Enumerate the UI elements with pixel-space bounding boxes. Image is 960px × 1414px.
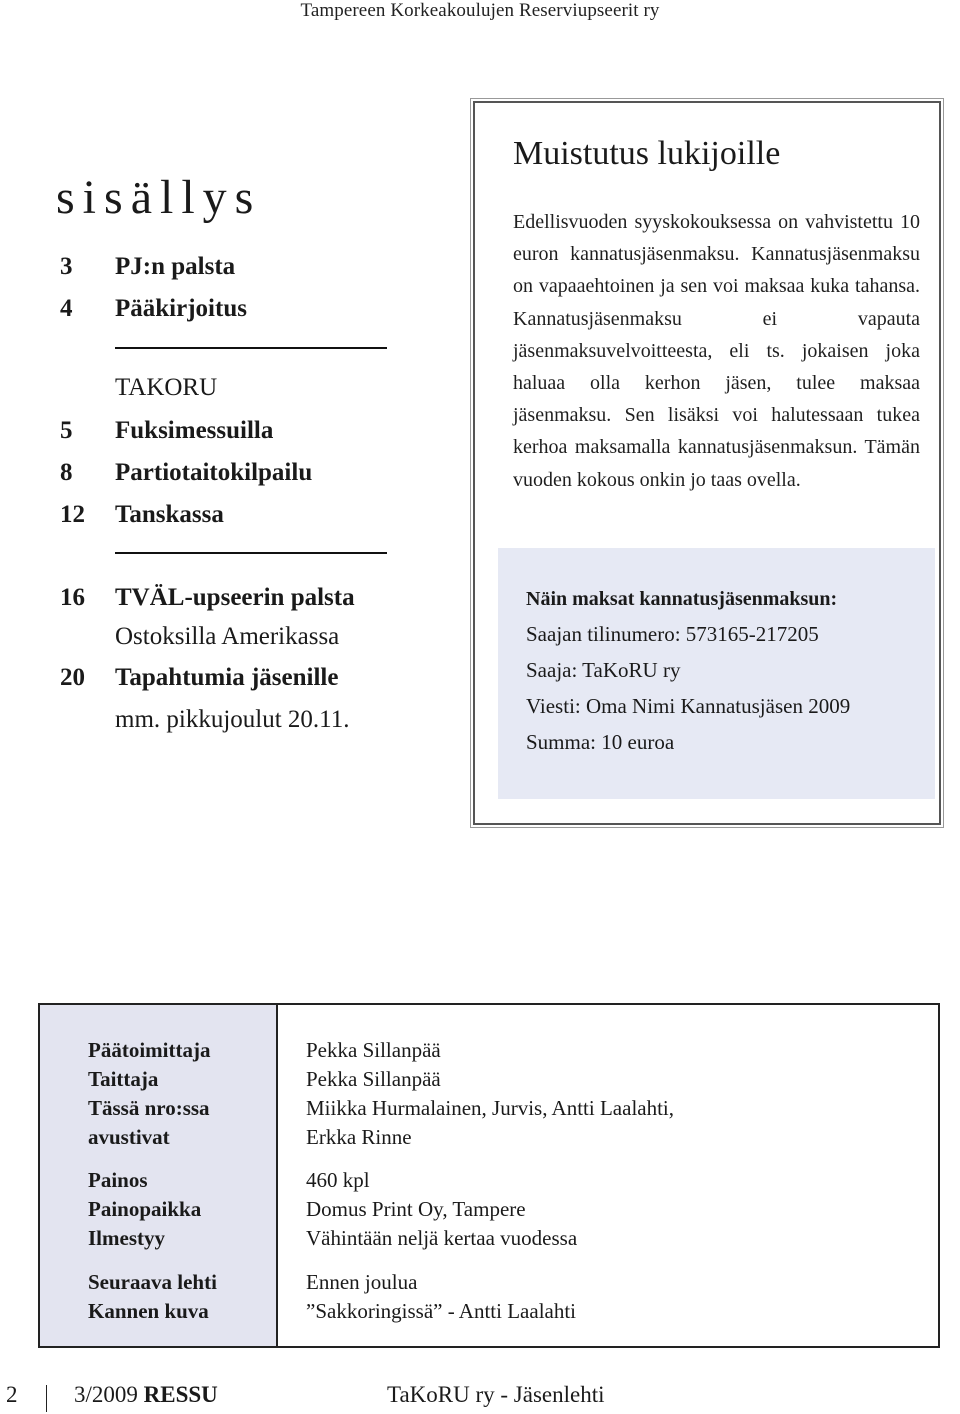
toc-page-number: 8 <box>60 459 73 486</box>
toc-entry-title: Pääkirjoitus <box>115 295 247 322</box>
toc-page-number: 12 <box>60 501 85 528</box>
credit-value: Vähintään neljä kertaa vuodessa <box>306 1226 578 1250</box>
toc-title: sisällys <box>56 171 262 224</box>
toc-section-label: TAKORU <box>115 374 218 401</box>
toc-entry-title: Fuksimessuilla <box>115 417 274 444</box>
magazine-name: RESSU <box>143 1382 218 1407</box>
issue-info <box>74 1382 218 1408</box>
toc-entry-title: TVÄL-upseerin palsta <box>115 584 355 611</box>
credit-value: Miikka Hurmalainen, Jurvis, Antti Laalahti, <box>306 1096 675 1120</box>
toc-divider <box>115 347 387 349</box>
publication-header: Tampereen Korkeakoulujen Reserviupseerit ry <box>300 0 660 21</box>
credit-label: Päätoimittaja <box>88 1038 211 1062</box>
toc-entry-title: PJ:n palsta <box>115 253 236 280</box>
credit-label: Seuraava lehti <box>88 1270 217 1294</box>
payment-message: Viesti: Oma Nimi Kannatusjäsen 2009 <box>526 694 851 718</box>
toc-entry[interactable] <box>60 583 355 613</box>
payment-heading: Näin maksat kannatusjäsenmaksun: <box>526 588 838 610</box>
credit-value: Ennen joulua <box>306 1270 418 1294</box>
payment-account-number: Saajan tilinumero: 573165-217205 <box>526 622 819 646</box>
issue-number: 3/2009 <box>74 1382 138 1407</box>
toc-entry-subtitle: mm. pikkujoulut 20.11. <box>115 706 350 733</box>
toc-page-number: 20 <box>60 664 85 691</box>
toc-entry[interactable] <box>60 294 247 324</box>
credit-label: Ilmestyy <box>88 1226 165 1250</box>
reminder-body: Edellisvuoden syyskokouksessa on vahvistettu 10 euron kannatusjäsenmaksu. Kannatusjäsenmaksu on vapaaehtoinen ja sen voi maksaa kuka tahansa. Kannatusjäsenmaksu ei vapauta jäsenmaksuvelvoitteesta, eli ts. jokaisen joka haluaa olla kerhon jäsen, tulee maksaa jäsenmaksu. Sen lisäksi voi halutessaan tukea kerhoa maksamalla kannatusjäsenmaksun. Tämän vuoden kokous onkin jo taas ovella. <box>513 211 920 491</box>
credit-value: ”Sakkoringissä” - Antti Laalahti <box>306 1299 577 1323</box>
payment-recipient: Saaja: TaKoRU ry <box>526 658 681 682</box>
credit-value: 460 kpl <box>306 1168 370 1192</box>
toc-page-number: 16 <box>60 584 85 611</box>
credit-label: Painopaikka <box>88 1197 202 1221</box>
credit-label: Kannen kuva <box>88 1299 209 1323</box>
toc-entry[interactable] <box>60 252 235 282</box>
reminder-title: Muistutus lukijoille <box>513 135 781 172</box>
credit-label: Taittaja <box>88 1067 159 1091</box>
credit-value: Domus Print Oy, Tampere <box>306 1197 526 1221</box>
page-number: 2 <box>6 1382 18 1407</box>
toc-entry[interactable] <box>60 458 312 488</box>
publisher-info: TaKoRU ry - Jäsenlehti <box>387 1382 605 1407</box>
payment-amount: Summa: 10 euroa <box>526 730 675 754</box>
credit-label: avustivat <box>88 1125 170 1149</box>
toc-entry[interactable] <box>60 500 224 530</box>
credit-label: Tässä nro:ssa <box>88 1096 210 1120</box>
toc-divider <box>115 552 387 554</box>
toc-entry-title: Tapahtumia jäsenille <box>115 664 339 691</box>
credit-value: Pekka Sillanpää <box>306 1067 441 1091</box>
toc-page-number: 4 <box>60 295 73 322</box>
credit-value: Erkka Rinne <box>306 1125 412 1149</box>
credit-value: Pekka Sillanpää <box>306 1038 441 1062</box>
toc-entry-title: Tanskassa <box>115 501 224 528</box>
toc-entry-title: Partiotaitokilpailu <box>115 459 313 486</box>
footer-separator <box>46 1385 47 1412</box>
toc-entry-subtitle: Ostoksilla Amerikassa <box>115 623 340 650</box>
toc-page-number: 3 <box>60 253 73 280</box>
credit-label: Painos <box>88 1168 148 1192</box>
toc-entry[interactable] <box>60 416 273 446</box>
toc-entry[interactable] <box>60 663 338 693</box>
toc-page-number: 5 <box>60 417 73 444</box>
